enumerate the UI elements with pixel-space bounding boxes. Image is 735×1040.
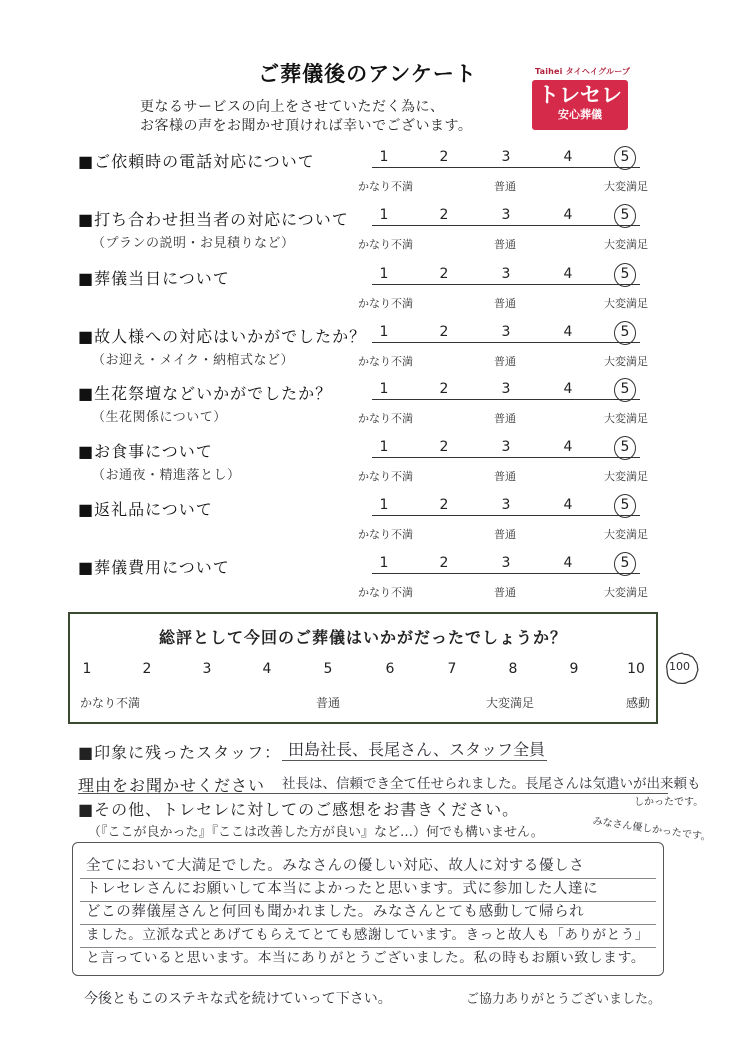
scale-line: [372, 573, 640, 574]
page-title: ご葬儀後のアンケート: [258, 62, 477, 86]
scale-number-1[interactable]: 1: [379, 266, 389, 282]
reason-label: 理由をお聞かせください: [78, 776, 266, 795]
thanks-message: ご協力ありがとうございました。: [466, 992, 662, 1007]
overall-number-2[interactable]: 2: [142, 661, 152, 677]
scale-line: [372, 225, 640, 226]
scale-number-1[interactable]: 1: [379, 555, 389, 571]
brand-group-name: Taihei タイヘイグループ: [535, 67, 631, 76]
question-title: ■故人様への対応はいかがでしたか？: [78, 327, 367, 346]
scale-label-low: かなり不満: [358, 470, 413, 483]
overall-number-9[interactable]: 9: [569, 661, 579, 677]
scale-line: [372, 457, 640, 458]
question-title: ■葬儀当日について: [78, 269, 230, 288]
scale-line: [372, 515, 640, 516]
comment-line-1: 全てにおいて大満足でした。みなさんの優しい対応、故人に対する優しさ: [86, 858, 585, 874]
scale-number-3[interactable]: 3: [501, 497, 511, 513]
scale-number-5[interactable]: 5: [620, 207, 630, 223]
question-subtitle: （お迎え・メイク・納棺式など）: [92, 353, 294, 368]
reason-answer-cont: しかったです。: [634, 797, 704, 808]
scale-label-high: 大変満足: [604, 470, 648, 483]
scale-line: [372, 284, 640, 285]
scale-number-2[interactable]: 2: [439, 149, 449, 165]
scale-label-low: かなり不満: [358, 297, 413, 310]
scale-label-mid: 普通: [494, 180, 516, 193]
scale-number-2[interactable]: 2: [439, 381, 449, 397]
overall-number-5[interactable]: 5: [323, 661, 333, 677]
question-title: ■葬儀費用について: [78, 558, 230, 577]
scale-number-4[interactable]: 4: [563, 207, 573, 223]
scale-label-high: 大変満足: [604, 528, 648, 541]
scale-label-low: かなり不満: [358, 355, 413, 368]
scale-number-5[interactable]: 5: [620, 381, 630, 397]
overall-label-high: 大変満足: [486, 696, 535, 710]
scale-number-3[interactable]: 3: [501, 555, 511, 571]
comment-line-3: どこの葬儀屋さんと何回も聞かれました。みなさんとても感動して帰られ: [86, 904, 585, 920]
scale-number-4[interactable]: 4: [563, 266, 573, 282]
brand-logo: [532, 80, 628, 130]
scale-number-5[interactable]: 5: [620, 149, 630, 165]
scale-label-low: かなり不満: [358, 412, 413, 425]
question-subtitle: （お通夜・精進落とし）: [92, 468, 241, 483]
scale-number-3[interactable]: 3: [501, 149, 511, 165]
scale-number-4[interactable]: 4: [563, 149, 573, 165]
scale-label-mid: 普通: [494, 297, 516, 310]
scale-number-1[interactable]: 1: [379, 324, 389, 340]
scale-label-mid: 普通: [494, 528, 516, 541]
overall-number-4[interactable]: 4: [262, 661, 272, 677]
question-title: ■生花祭壇などいかがでしたか？: [78, 384, 333, 403]
scale-number-2[interactable]: 2: [439, 439, 449, 455]
scale-number-2[interactable]: 2: [439, 555, 449, 571]
scale-number-4[interactable]: 4: [563, 497, 573, 513]
scale-number-3[interactable]: 3: [501, 381, 511, 397]
scale-line: [372, 342, 640, 343]
scale-number-5[interactable]: 5: [620, 324, 630, 340]
question-title: ■お食事について: [78, 442, 213, 461]
comment-line-4: ました。立派な式とあげてもらえてとても感謝しています。きっと故人も「ありがとう」: [86, 927, 649, 943]
brand-name: トレセレ: [538, 83, 622, 107]
scale-number-1[interactable]: 1: [379, 207, 389, 223]
scale-label-low: かなり不満: [358, 180, 413, 193]
scale-label-low: かなり不満: [358, 238, 413, 251]
scale-number-4[interactable]: 4: [563, 324, 573, 340]
staff-answer: 田島社長、長尾さん、スタッフ全員: [288, 740, 545, 759]
scale-label-high: 大変満足: [604, 180, 648, 193]
scale-label-high: 大変満足: [604, 412, 648, 425]
comment-line-5: と言っていると思います。本当にありがとうございました。私の時もお願い致します。: [86, 950, 646, 966]
scale-label-high: 大変満足: [604, 238, 648, 251]
scale-number-1[interactable]: 1: [379, 149, 389, 165]
other-comments-label: ■その他、トレセレに対してのご感想をお書きください。: [78, 800, 520, 819]
question-title: ■ご依頼時の電話対応について: [78, 152, 315, 171]
question-subtitle: （生花関係について）: [92, 410, 227, 425]
question-title: ■打ち合わせ担当者の対応について: [78, 210, 349, 229]
scale-label-high: 大変満足: [604, 355, 648, 368]
overall-number-3[interactable]: 3: [202, 661, 212, 677]
scale-label-mid: 普通: [494, 412, 516, 425]
scale-number-5[interactable]: 5: [620, 266, 630, 282]
overall-number-1[interactable]: 1: [82, 661, 92, 677]
intro-line-1: 更なるサービスの向上をさせていただく為に、: [140, 99, 445, 115]
scale-number-1[interactable]: 1: [379, 439, 389, 455]
scale-number-4[interactable]: 4: [563, 439, 573, 455]
overall-label-mid: 普通: [316, 696, 341, 710]
flower-score-mark: [664, 650, 700, 686]
reason-answer: 社長は、信頼でき全て任せられました。長尾さんは気遣いが出来頼も: [282, 776, 701, 792]
overall-number-7[interactable]: 7: [447, 661, 457, 677]
intro-line-2: お客様の声をお聞かせ頂ければ幸いでございます。: [140, 118, 473, 134]
scale-label-mid: 普通: [494, 355, 516, 368]
brand-subtitle: 安心葬儀: [558, 108, 602, 121]
scale-number-1[interactable]: 1: [379, 381, 389, 397]
extra-comment: 今後ともこのステキな式を続けていって下さい。: [84, 991, 392, 1007]
scale-number-2[interactable]: 2: [439, 207, 449, 223]
scale-number-2[interactable]: 2: [439, 266, 449, 282]
other-comments-sub: （『ここが良かった』『ここは改善した方が良い』など…）何でも構いません。: [88, 825, 544, 840]
scale-number-1[interactable]: 1: [379, 497, 389, 513]
overall-number-6[interactable]: 6: [385, 661, 395, 677]
scale-number-5[interactable]: 5: [620, 439, 630, 455]
scale-label-mid: 普通: [494, 470, 516, 483]
scale-number-3[interactable]: 3: [501, 207, 511, 223]
scale-number-3[interactable]: 3: [501, 439, 511, 455]
scale-number-4[interactable]: 4: [563, 381, 573, 397]
scale-number-2[interactable]: 2: [439, 497, 449, 513]
question-title: ■返礼品について: [78, 500, 213, 519]
scale-number-2[interactable]: 2: [439, 324, 449, 340]
scale-number-4[interactable]: 4: [563, 555, 573, 571]
scale-number-5[interactable]: 5: [620, 497, 630, 513]
overall-label-max: 感動: [626, 696, 651, 710]
comment-line-2: トレセレさんにお願いして本当によかったと思います。式に参加した人達に: [86, 881, 599, 897]
scale-label-mid: 普通: [494, 586, 516, 599]
scale-line: [372, 167, 640, 168]
scale-label-high: 大変満足: [604, 297, 648, 310]
question-subtitle: （プランの説明・お見積りなど）: [92, 236, 295, 251]
overall-number-8[interactable]: 8: [508, 661, 518, 677]
reason-answer-extra: みなさん優しかったです。: [591, 815, 712, 844]
scale-label-mid: 普通: [494, 238, 516, 251]
scale-label-low: かなり不満: [358, 528, 413, 541]
scale-number-3[interactable]: 3: [501, 266, 511, 282]
scale-number-5[interactable]: 5: [620, 555, 630, 571]
overall-question: 総評として今回のご葬儀はいかがだったでしょうか？: [158, 628, 567, 647]
handwritten-score: 100: [669, 660, 690, 673]
overall-number-10[interactable]: 10: [627, 661, 645, 677]
reason-underline: [78, 793, 668, 794]
staff-underline: [282, 760, 547, 761]
overall-label-low: かなり不満: [80, 696, 141, 710]
scale-number-3[interactable]: 3: [501, 324, 511, 340]
scale-label-high: 大変満足: [604, 586, 648, 599]
scale-label-low: かなり不満: [358, 586, 413, 599]
staff-label: ■印象に残ったスタッフ：: [78, 743, 282, 762]
scale-line: [372, 399, 640, 400]
